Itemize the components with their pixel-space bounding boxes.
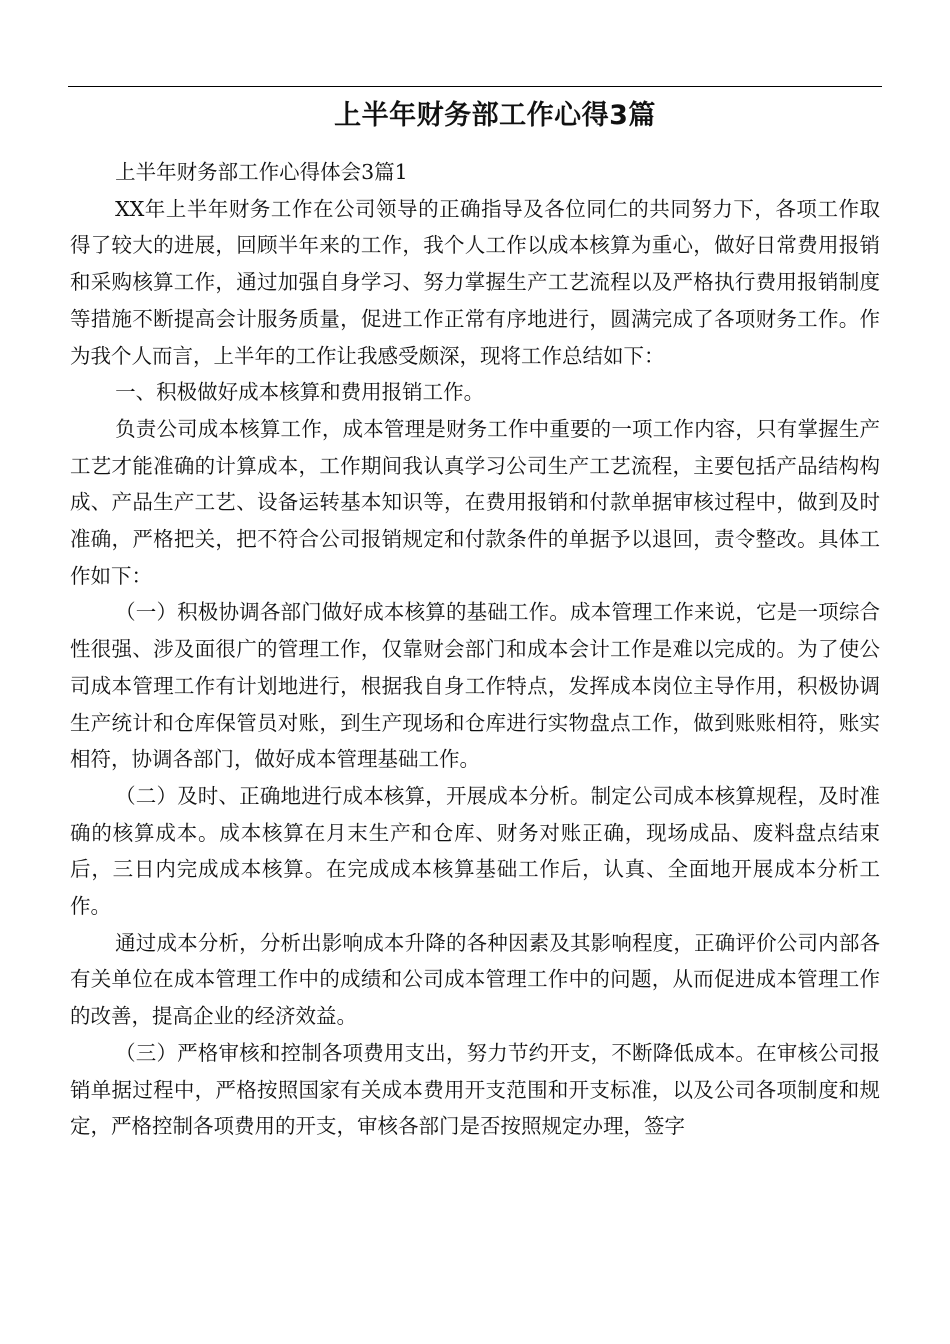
paragraph: （三）严格审核和控制各项费用支出，努力节约开支，不断降低成本。在审核公司报销单据过程中，严格按照国家有关成本费用开支范围和开支标准，以及公司各项制度和规定，严格控制各项费用的开支，审核各部门是否按照规定办理，签字 (70, 1040, 880, 1139)
header-rule (68, 86, 882, 87)
document-title: 上半年财务部工作心得3篇 (334, 100, 656, 131)
paragraph: XX年上半年财务工作在公司领导的正确指导及各位同仁的共同努力下，各项工作取得了较大的进展，回顾半年来的工作，我个人工作以成本核算为重心，做好日常费用报销和采购核算工作，通过加强自身学习、努力掌握生产工艺流程以及严格执行费用报销制度等措施不断提高会计服务质量，促进工作正常有序地进行，圆满完成了各项财务工作。作为我个人而言，上半年的工作让我感受颇深，现将工作总结如下： (70, 196, 880, 368)
section-heading: 上半年财务部工作心得体会3篇1 (115, 160, 408, 184)
paragraph: （一）积极协调各部门做好成本核算的基础工作。成本管理工作来说，它是一项综合性很强、涉及面很广的管理工作，仅靠财会部门和成本会计工作是难以完成的。为了使公司成本管理工作有计划地进行，根据我自身工作特点，发挥成本岗位主导作用，积极协调生产统计和仓库保管员对账，到生产现场和仓库进行实物盘点工作，做到账账相符，账实相符，协调各部门，做好成本管理基础工作。 (70, 600, 880, 772)
paragraph: 通过成本分析，分析出影响成本升降的各种因素及其影响程度，正确评价公司内部各有关单位在成本管理工作中的成绩和公司成本管理工作中的问题，从而促进成本管理工作的改善，提高企业的经济效益。 (70, 930, 880, 1029)
paragraph-heading: 一、积极做好成本核算和费用报销工作。 (115, 380, 485, 405)
paragraph: 负责公司成本核算工作，成本管理是财务工作中重要的一项工作内容，只有掌握生产工艺才能准确的计算成本，工作期间我认真学习公司生产工艺流程，主要包括产品结构构成、产品生产工艺、设备运转基本知识等，在费用报销和付款单据审核过程中，做到及时准确，严格把关，把不符合公司报销规定和付款条件的单据予以退回，责令整改。具体工作如下： (70, 416, 880, 588)
document-body (70, 154, 880, 1145)
paragraph: （二）及时、正确地进行成本核算，开展成本分析。制定公司成本核算规程，及时准确的核算成本。成本核算在月末生产和仓库、财务对账正确，现场成品、废料盘点结束后，三日内完成成本核算。在完成成本核算基础工作后，认真、全面地开展成本分析工作。 (70, 783, 880, 919)
